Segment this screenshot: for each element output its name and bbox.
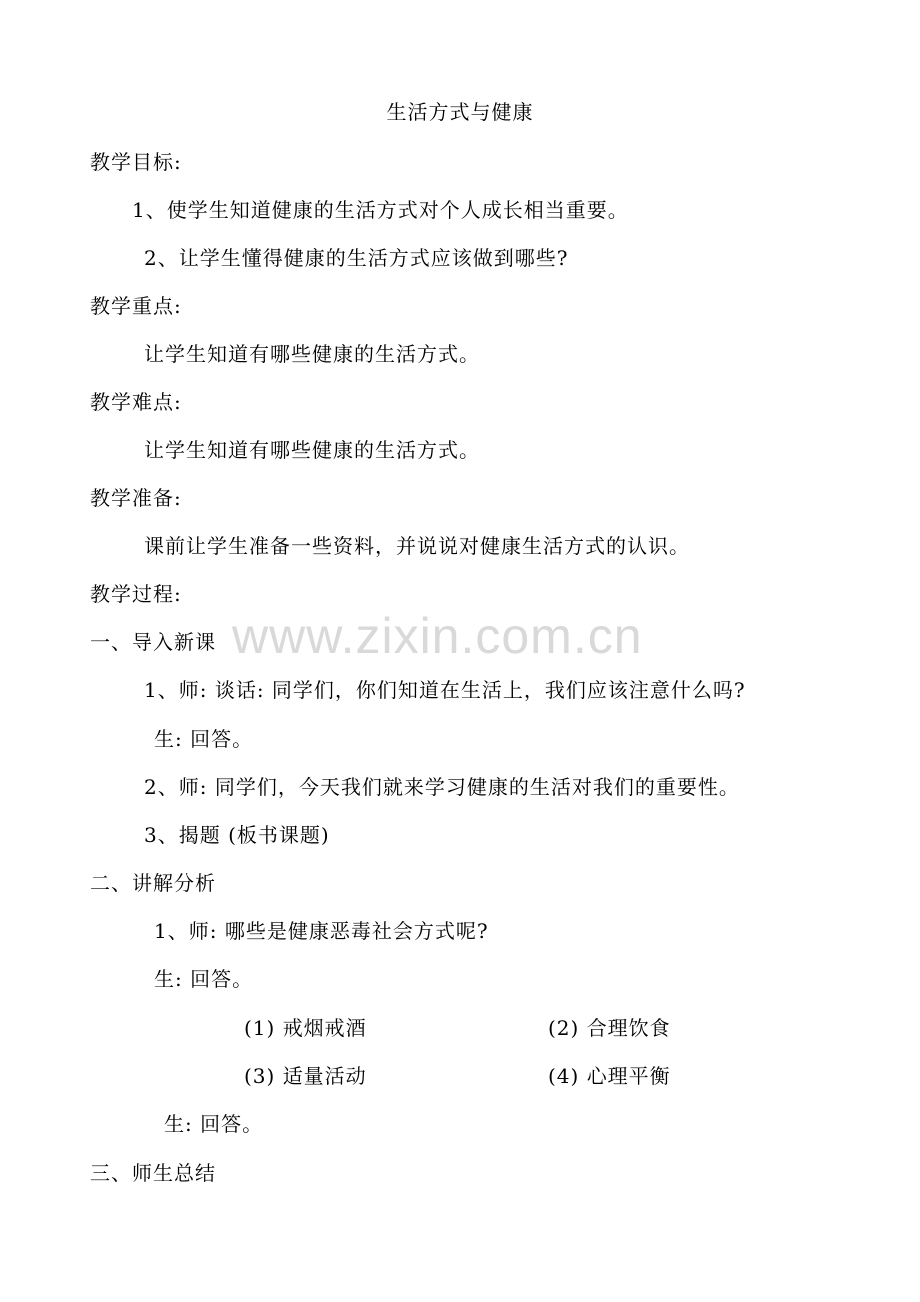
option-2: (2) 合理饮食 (548, 1016, 671, 1040)
option-1: (1) 戒烟戒酒 (244, 1016, 367, 1040)
difficulties-heading: 教学难点: (90, 390, 182, 414)
difficulties-text: 让学生知道有哪些健康的生活方式。 (144, 438, 480, 462)
objectives-heading: 教学目标: (90, 150, 182, 174)
option-3: (3) 适量活动 (244, 1064, 367, 1088)
section-1-item-1: 1、师: 谈话: 同学们，你们知道在生活上，我们应该注意什么吗? (144, 678, 746, 702)
section-2-reply-1: 生: 回答。 (154, 967, 254, 991)
process-heading: 教学过程: (90, 582, 182, 606)
preparation-heading: 教学准备: (90, 486, 182, 510)
key-points-heading: 教学重点: (90, 294, 182, 318)
document-title: 生活方式与健康 (386, 100, 534, 124)
section-1-heading: 一、导入新课 (90, 630, 216, 654)
objective-item-2: 2、让学生懂得健康的生活方式应该做到哪些? (144, 246, 569, 270)
section-3-heading: 三、师生总结 (90, 1161, 216, 1185)
preparation-text: 课前让学生准备一些资料，并说说对健康生活方式的认识。 (144, 534, 690, 558)
section-2-heading: 二、讲解分析 (90, 871, 216, 895)
option-4: (4) 心理平衡 (548, 1064, 671, 1088)
section-1-reply-1: 生: 回答。 (154, 727, 254, 751)
watermark: www.zixin.com.cn (232, 608, 643, 664)
section-2-reply-2: 生: 回答。 (164, 1112, 264, 1136)
section-1-item-2: 2、师: 同学们，今天我们就来学习健康的生活对我们的重要性。 (144, 775, 740, 799)
key-points-text: 让学生知道有哪些健康的生活方式。 (144, 342, 480, 366)
section-1-item-3: 3、揭题 (板书课题) (144, 823, 330, 847)
section-2-item-1: 1、师: 哪些是健康恶毒社会方式呢? (154, 919, 489, 943)
objective-item-1: 1、使学生知道健康的生活方式对个人成长相当重要。 (132, 198, 629, 222)
